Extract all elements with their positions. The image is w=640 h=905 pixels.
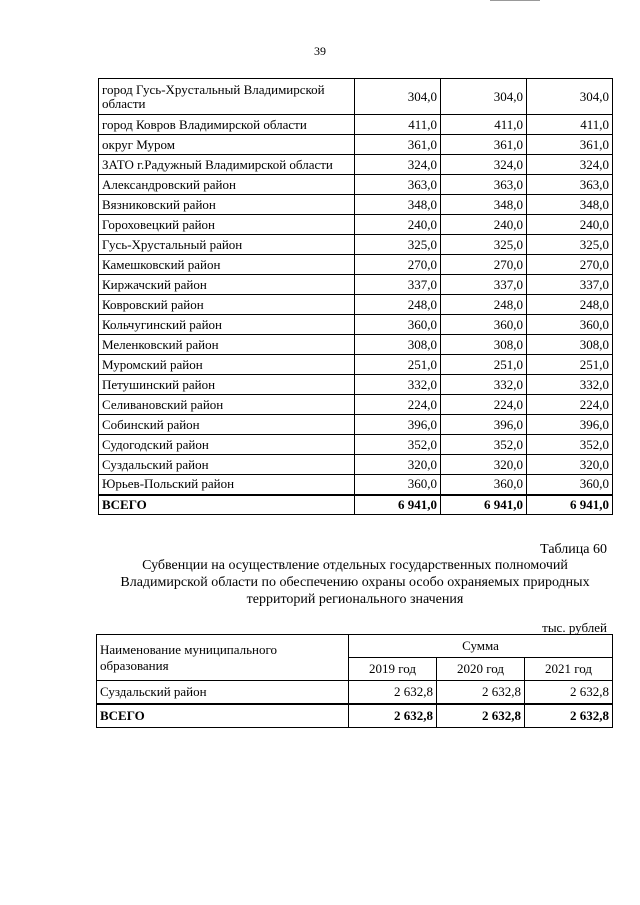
row-value-2021: 396,0 — [526, 415, 612, 435]
row-value-2020: 224,0 — [440, 395, 526, 415]
table-row — [99, 255, 613, 275]
table-row — [99, 155, 613, 175]
row-value-2021: 320,0 — [526, 455, 612, 475]
header-sum-column: Сумма — [349, 635, 613, 658]
row-name: город Гусь-Хрустальный Владимирской области — [99, 79, 355, 115]
row-name: Юрьев-Польский район — [99, 475, 355, 495]
row-value-2019: 270,0 — [354, 255, 440, 275]
row-value-2021: 363,0 — [526, 175, 612, 195]
row-value-2019: 348,0 — [354, 195, 440, 215]
row-name: Суздальский район — [99, 455, 355, 475]
row-value-2019: 361,0 — [354, 135, 440, 155]
row-value-2020: 6 941,0 — [440, 495, 526, 515]
table-row — [99, 455, 613, 475]
page-number: 39 — [314, 44, 326, 58]
row-value-2020: 270,0 — [440, 255, 526, 275]
table-row — [99, 435, 613, 455]
row-value-2019: 360,0 — [354, 475, 440, 495]
scan-artifact-line — [490, 0, 540, 1]
row-value-2020: 348,0 — [440, 195, 526, 215]
header-name-column: Наименование муниципального образования — [97, 635, 349, 681]
row-value-2020: 361,0 — [440, 135, 526, 155]
table-total-row — [97, 704, 613, 728]
row-value-2019: 332,0 — [354, 375, 440, 395]
row-value-2019: 337,0 — [354, 275, 440, 295]
row-value-2020: 332,0 — [440, 375, 526, 395]
total-value-2020: 2 632,8 — [437, 704, 525, 728]
row-value-2019: 324,0 — [354, 155, 440, 175]
table-row — [99, 135, 613, 155]
row-value-2021: 325,0 — [526, 235, 612, 255]
row-value-2020: 325,0 — [440, 235, 526, 255]
row-name: Кольчугинский район — [99, 315, 355, 335]
row-value-2021: 224,0 — [526, 395, 612, 415]
row-value-2021: 411,0 — [526, 115, 612, 135]
row-value-2019: 411,0 — [354, 115, 440, 135]
row-value-2019: 251,0 — [354, 355, 440, 375]
row-name: округ Муром — [99, 135, 355, 155]
row-name: Александровский район — [99, 175, 355, 195]
row-value-2021: 348,0 — [526, 195, 612, 215]
table-row — [99, 79, 613, 115]
table-row — [99, 415, 613, 435]
table-row — [99, 235, 613, 255]
row-name: Муромский район — [99, 355, 355, 375]
row-value-2019: 308,0 — [354, 335, 440, 355]
table-caption: Субвенции на осуществление отдельных государственных полномочий Владимирской области по обеспечению охраны особо охраняемых природных территорий регионального значения — [120, 558, 590, 607]
row-value-2020: 337,0 — [440, 275, 526, 295]
row-name: город Ковров Владимирской области — [99, 115, 355, 135]
row-value-2019: 352,0 — [354, 435, 440, 455]
row-value-2019: 224,0 — [354, 395, 440, 415]
row-name: Петушинский район — [99, 375, 355, 395]
row-value-2019: 6 941,0 — [354, 495, 440, 515]
row-name: Собинский район — [99, 415, 355, 435]
row-value-2019: 363,0 — [354, 175, 440, 195]
table-row — [99, 295, 613, 315]
row-value-2020: 308,0 — [440, 335, 526, 355]
row-value-2019: 2 632,8 — [349, 681, 437, 705]
row-value-2020: 360,0 — [440, 475, 526, 495]
table-row — [99, 275, 613, 295]
table-total-row — [99, 495, 613, 515]
table-row — [99, 175, 613, 195]
table-row — [99, 215, 613, 235]
row-name: Гусь-Хрустальный район — [99, 235, 355, 255]
header-year-2019: 2019 год — [349, 658, 437, 681]
row-name: Ковровский район — [99, 295, 355, 315]
row-value-2021: 270,0 — [526, 255, 612, 275]
row-value-2021: 360,0 — [526, 475, 612, 495]
row-value-2021: 361,0 — [526, 135, 612, 155]
row-value-2020: 320,0 — [440, 455, 526, 475]
row-name: Гороховецкий район — [99, 215, 355, 235]
row-value-2019: 360,0 — [354, 315, 440, 335]
row-value-2020: 396,0 — [440, 415, 526, 435]
table-row — [99, 195, 613, 215]
table-row — [99, 475, 613, 495]
row-value-2019: 248,0 — [354, 295, 440, 315]
total-value-2019: 2 632,8 — [349, 704, 437, 728]
row-value-2019: 240,0 — [354, 215, 440, 235]
row-name: Селивановский район — [99, 395, 355, 415]
row-value-2020: 411,0 — [440, 115, 526, 135]
table-row — [99, 395, 613, 415]
row-value-2021: 248,0 — [526, 295, 612, 315]
subvention-table-60 — [96, 634, 613, 728]
header-year-2020: 2020 год — [437, 658, 525, 681]
row-name: Киржачский район — [99, 275, 355, 295]
table-number-label: Таблица 60 — [540, 542, 607, 557]
row-value-2020: 352,0 — [440, 435, 526, 455]
table-row — [99, 375, 613, 395]
row-value-2021: 324,0 — [526, 155, 612, 175]
table-body — [99, 79, 613, 515]
table-row — [99, 115, 613, 135]
row-name: Судогодский район — [99, 435, 355, 455]
row-name: ВСЕГО — [99, 495, 355, 515]
row-value-2019: 325,0 — [354, 235, 440, 255]
table-row — [99, 335, 613, 355]
row-value-2021: 240,0 — [526, 215, 612, 235]
header-year-2021: 2021 год — [525, 658, 613, 681]
table-header-row — [97, 635, 613, 658]
row-name: Суздальский район — [97, 681, 349, 705]
row-value-2021: 6 941,0 — [526, 495, 612, 515]
row-value-2020: 251,0 — [440, 355, 526, 375]
row-value-2021: 352,0 — [526, 435, 612, 455]
row-value-2021: 308,0 — [526, 335, 612, 355]
row-value-2020: 304,0 — [440, 79, 526, 115]
subvention-table-continued — [98, 78, 613, 515]
row-value-2020: 360,0 — [440, 315, 526, 335]
row-value-2021: 337,0 — [526, 275, 612, 295]
row-value-2021: 2 632,8 — [525, 681, 613, 705]
row-value-2019: 304,0 — [354, 79, 440, 115]
row-value-2020: 240,0 — [440, 215, 526, 235]
total-name: ВСЕГО — [97, 704, 349, 728]
row-value-2020: 363,0 — [440, 175, 526, 195]
row-value-2021: 251,0 — [526, 355, 612, 375]
row-value-2019: 396,0 — [354, 415, 440, 435]
table-row — [97, 681, 613, 705]
row-value-2021: 304,0 — [526, 79, 612, 115]
table-row — [99, 315, 613, 335]
row-value-2020: 324,0 — [440, 155, 526, 175]
total-value-2021: 2 632,8 — [525, 704, 613, 728]
table-row — [99, 355, 613, 375]
row-name: Камешковский район — [99, 255, 355, 275]
row-value-2021: 360,0 — [526, 315, 612, 335]
row-value-2019: 320,0 — [354, 455, 440, 475]
row-name: Меленковский район — [99, 335, 355, 355]
row-name: Вязниковский район — [99, 195, 355, 215]
units-label: тыс. рублей — [542, 620, 607, 635]
row-name: ЗАТО г.Радужный Владимирской области — [99, 155, 355, 175]
row-value-2020: 2 632,8 — [437, 681, 525, 705]
row-value-2021: 332,0 — [526, 375, 612, 395]
row-value-2020: 248,0 — [440, 295, 526, 315]
